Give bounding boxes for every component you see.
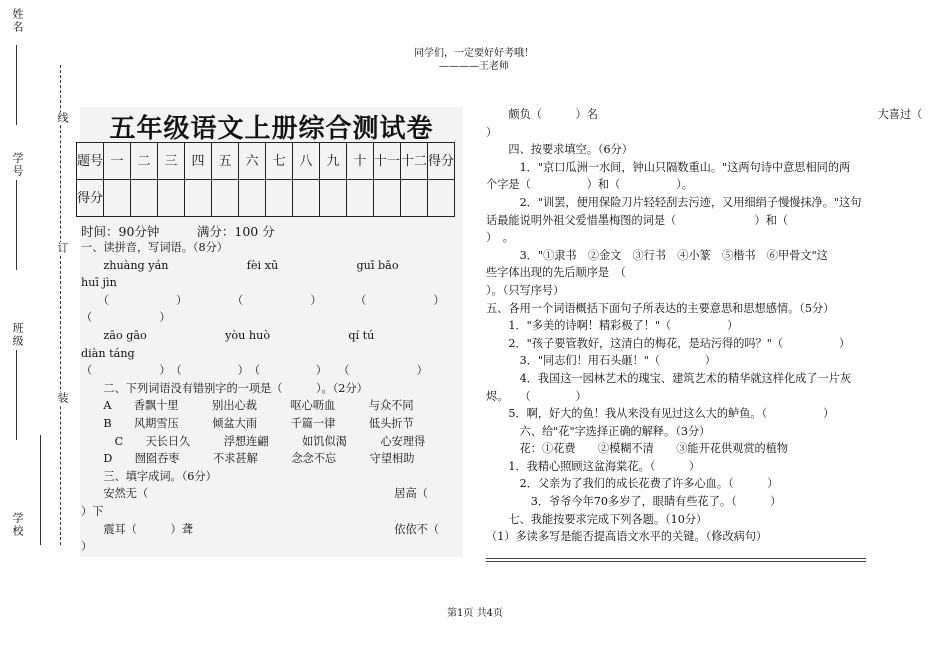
answer-line-2 [486, 561, 866, 562]
student-number-label: 学号 [11, 152, 24, 178]
header-line-1: 同学们，一定要好好考哦！ [414, 48, 534, 59]
left-questions [81, 239, 464, 556]
score-value-row [77, 180, 455, 217]
question-line: B 风期雪压 倾盆大雨 千篇一律 低头折节 [81, 416, 414, 430]
question-line: ）下 [81, 504, 104, 518]
question-line: diàn táng [81, 346, 135, 360]
question-line: 4．我国这一园林艺术的瑰宝、建筑艺术的精华就这样化成了一片灰 [486, 371, 852, 385]
question-line: 花：①花费 ②模糊不清 ③能开花供观赏的植物 [486, 442, 789, 456]
question-line: 震耳（ ）聋 依依不（ [81, 522, 440, 536]
score-header-cell: 十一 [374, 143, 401, 180]
question-line: ） [81, 540, 93, 554]
page-footer: 第1页 共4页 [447, 608, 503, 619]
exam-info: 时间：90分钟 满分：100 分 [81, 224, 275, 239]
question-line: （ ） （ ） （ ） [81, 293, 445, 307]
binding-dashed-line [60, 65, 61, 545]
question-line: 3．"同志们！用石头砸！"（ ） [486, 354, 716, 368]
name-underline [16, 45, 17, 125]
question-line: zāo gāo yòu huò qí tú [81, 328, 375, 342]
exam-title: 五年级语文上册综合测试卷 [109, 114, 434, 144]
school-label: 学校 [11, 512, 24, 538]
score-header-cell: 十二 [401, 143, 428, 180]
answer-line-1 [486, 558, 866, 559]
number-underline [16, 180, 17, 270]
score-cell[interactable] [266, 180, 293, 217]
score-cell[interactable] [347, 180, 374, 217]
question-line: C 天长日久 浮想连翩 如饥似渴 心安理得 [81, 434, 426, 448]
score-cell[interactable] [131, 180, 158, 217]
score-header-cell: 四 [185, 143, 212, 180]
question-line: 话最能说明外祖父爱惜墨梅图的词是（ ）和（ [486, 213, 789, 227]
score-row-label: 得分 [77, 180, 104, 217]
question-line: 颇负（ ）名 大喜过（ [486, 108, 923, 121]
question-line: 一、读拼音，写词语。（8分） [81, 241, 228, 254]
question-line: 些字体出现的先后顺序是 （ [486, 266, 626, 280]
question-line: zhuàng yán fèi xū guī bǎo [81, 258, 399, 272]
class-label: 班级 [11, 322, 24, 348]
header-line-2: ————王老师 [439, 61, 509, 72]
score-header-cell: 八 [293, 143, 320, 180]
question-line: 1．"京口瓜洲一水间，钟山只隔数重山。"这两句诗中意思相同的两 [486, 160, 851, 174]
question-line: （ ） [81, 311, 171, 325]
right-questions [486, 106, 923, 546]
question-line: 个字是（ ）和（ ）。 [486, 178, 693, 192]
question-line: 烬。 （ ） [486, 389, 587, 403]
bind-char: 订 [56, 242, 69, 255]
question-line: 5．啊，好大的鱼！我从来没有见过这么大的鲈鱼。（ ） [486, 407, 835, 421]
question-line: 六、给"花"字选择正确的解释。（3分） [486, 424, 711, 438]
score-header-cell: 十 [347, 143, 374, 180]
question-line: 2．父亲为了我们的成长花费了许多心血。（ ） [486, 477, 779, 491]
score-table [76, 142, 455, 217]
score-header-row [77, 143, 455, 180]
score-cell[interactable] [293, 180, 320, 217]
score-header-cell: 五 [212, 143, 239, 180]
question-line: （ ） （ ） （ ） （ ） [81, 364, 428, 378]
question-line: 二、下列词语没有错别字的一项是（ ）。（2分） [81, 381, 368, 395]
question-line: 四、按要求填空。（6分） [486, 143, 633, 157]
score-cell[interactable] [374, 180, 401, 217]
score-header-cell: 得分 [428, 143, 455, 180]
question-line: （1）多读多写是能否提高语文水平的关键。（修改病句） [486, 530, 768, 544]
question-line: ） [486, 125, 498, 139]
line-char: 线 [56, 112, 69, 125]
question-line: ） 。 [486, 231, 514, 245]
question-line: huī jìn [81, 276, 117, 290]
score-cell[interactable] [320, 180, 347, 217]
question-line: 1．"多美的诗啊！精彩极了！"（ ） [486, 319, 739, 333]
score-cell[interactable] [428, 180, 455, 217]
question-line: D 囫囵吞枣 不求甚解 念念不忘 守望相助 [81, 452, 415, 466]
score-cell[interactable] [239, 180, 266, 217]
score-cell[interactable] [212, 180, 239, 217]
score-cell[interactable] [401, 180, 428, 217]
page-header [354, 47, 594, 73]
pin-char: 装 [56, 392, 69, 405]
name-label: 姓名 [11, 8, 24, 34]
score-header-cell: 六 [239, 143, 266, 180]
question-line: 三、填字成词。（6分） [81, 469, 217, 483]
school-underline [40, 435, 41, 545]
question-line: ）。（只写序号） [486, 283, 565, 297]
score-cell[interactable] [104, 180, 131, 217]
class-underline [16, 350, 17, 440]
question-line: 2．"训罢，便用保险刀片轻轻刮去污迹，又用细绢子慢慢抹净。"这句 [486, 195, 862, 209]
score-header-cell: 七 [266, 143, 293, 180]
score-header-cell: 九 [320, 143, 347, 180]
question-line: 3．爷爷今年70多岁了，眼睛有些花了。（ ） [486, 495, 782, 509]
score-header-cell: 一 [104, 143, 131, 180]
question-line: 七、我能按要求完成下列各题。（10分） [486, 512, 708, 526]
score-header-cell: 三 [158, 143, 185, 180]
question-line: 安然无（ 居高（ [81, 487, 428, 501]
score-header-cell: 题号 [77, 143, 104, 180]
question-line: 1．我精心照顾这盆海棠花。（ ） [486, 459, 701, 473]
question-line: 2．"孩子要管教好，这清白的梅花，是玷污得的吗？"（ ） [486, 336, 851, 350]
score-cell[interactable] [185, 180, 212, 217]
score-cell[interactable] [158, 180, 185, 217]
question-line: 五、各用一个词语概括下面句子所表达的主要意思和思想感情。（5分） [486, 301, 835, 315]
question-line: 3．"①隶书 ②金文 ③行书 ④小篆 ⑤楷书 ⑥甲骨文"这 [486, 248, 828, 262]
question-line: A 香飘十里 别出心裁 呕心呖血 与众不同 [81, 399, 414, 413]
score-header-cell: 二 [131, 143, 158, 180]
